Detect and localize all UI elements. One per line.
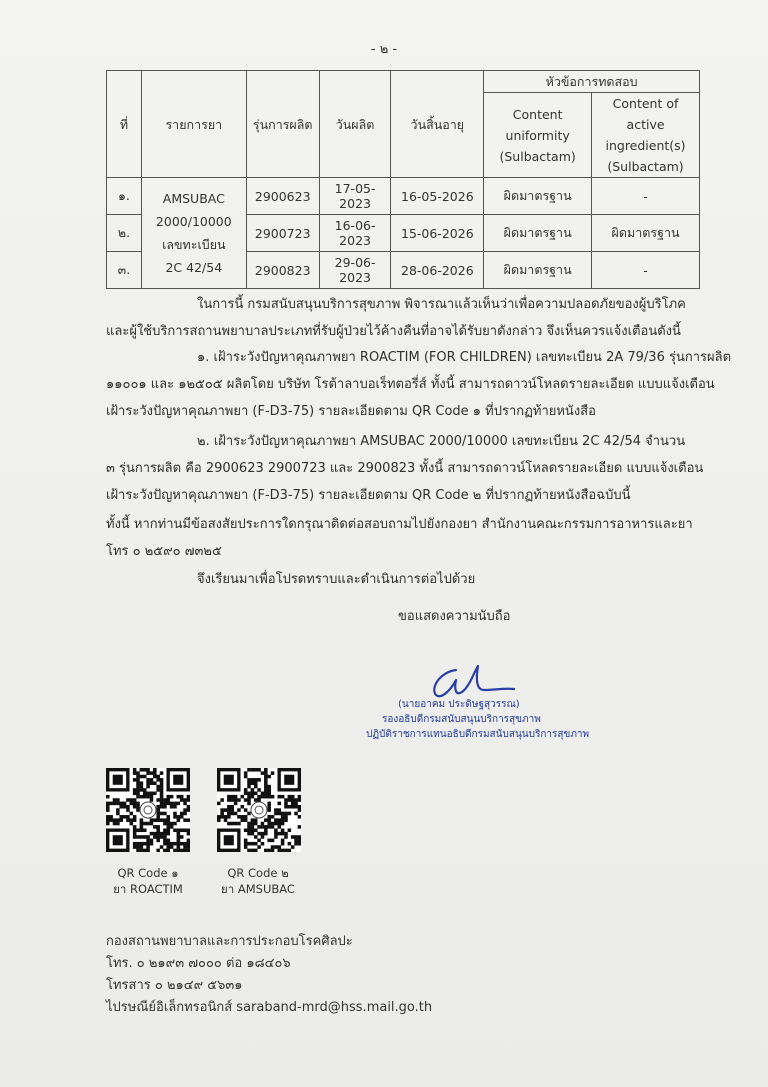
row-no: ๓.	[107, 252, 142, 289]
row-exp: 15-06-2026	[391, 215, 484, 252]
header-test-uniformity	[484, 93, 592, 178]
warning-item-1: ๑. เฝ้าระวังปัญหาคุณภาพยา ROACTIM (FOR CHILDREN) เลขทะเบียน 2A 79/36 รุ่นการผลิต	[197, 350, 732, 365]
closing-request: จึงเรียนมาเพื่อโปรดทราบและดำเนินการต่อไปด้วย	[197, 572, 476, 587]
row-test1: ผิดมาตรฐาน	[484, 178, 592, 215]
header-test-active-ingredient	[592, 93, 700, 178]
footer-phone: โทร. ๐ ๒๑๙๓ ๗๐๐๐ ต่อ ๑๘๔๐๖	[106, 956, 291, 971]
header-test-topics: หัวข้อการทดสอบ	[484, 71, 700, 93]
header-no: ที่	[107, 71, 142, 178]
header-exp-date: วันสิ้นอายุ	[391, 71, 484, 178]
drug-name-line: เลขทะเบียน	[162, 237, 226, 252]
closing-salutation: ขอแสดงความนับถือ	[398, 609, 511, 624]
row-no: ๑.	[107, 178, 142, 215]
row-test2: -	[592, 252, 700, 289]
footer-fax: โทรสาร ๐ ๒๑๔๙ ๕๖๓๑	[106, 978, 243, 993]
row-test2: -	[592, 178, 700, 215]
body-paragraph-line: และผู้ใช้บริการสถานพยาบาลประเภทที่รับผู้ป่วยไว้ค้างคืนที่อาจได้รับยาดังกล่าว จึงเห็นควรแจ้งเตือนดังนี้	[106, 324, 681, 339]
table-row	[107, 178, 700, 215]
header-text: Content	[512, 106, 563, 122]
qr-code-2[interactable]	[217, 768, 301, 852]
handwritten-signature	[426, 662, 516, 702]
qr-label: QR Code ๑	[117, 866, 179, 880]
qr-code-1[interactable]	[106, 768, 190, 852]
row-mfg: 29-06-2023	[319, 252, 391, 289]
header-text: ingredient(s)	[605, 138, 686, 153]
drug-name-line: AMSUBAC	[162, 191, 225, 206]
header-text: (Sulbactam)	[499, 148, 576, 164]
row-exp: 28-06-2026	[391, 252, 484, 289]
qr-label: QR Code ๒	[227, 866, 289, 880]
header-item: รายการยา	[141, 71, 246, 178]
qr-drug: ยา ROACTIM	[113, 882, 183, 896]
signatory-title: รองอธิบดีกรมสนับสนุนบริการสุขภาพ	[382, 714, 541, 725]
qr-caption-1	[102, 865, 194, 897]
row-test1: ผิดมาตรฐาน	[484, 252, 592, 289]
signatory-name: (นายอาคม ประดิษฐสุวรรณ)	[398, 699, 520, 710]
footer-email: ไปรษณีย์อิเล็กทรอนิกส์ saraband-mrd@hss.mail.go.th	[106, 1000, 433, 1015]
qr-caption-2	[212, 865, 304, 897]
row-no: ๒.	[107, 215, 142, 252]
row-mfg: 16-06-2023	[319, 215, 391, 252]
drug-name-line: 2000/10000	[155, 214, 232, 229]
footer-department: กองสถานพยาบาลและการประกอบโรคศิลปะ	[106, 934, 353, 949]
drug-name-line: 2C 42/54	[165, 260, 223, 275]
header-text: uniformity	[505, 127, 570, 143]
body-paragraph-line: เฝ้าระวังปัญหาคุณภาพยา (F-D3-75) รายละเอียดตาม QR Code ๒ ที่ปรากฏท้ายหนังสือฉบับนี้	[106, 488, 631, 503]
body-paragraph-line: ๑๑๐๐๑ และ ๑๒๕๐๕ ผลิตโดย บริษัท โรต้าลาบอเร็ทตอรี่ส์ ทั้งนี้ สามารถดาวน์โหลดรายละเอียด แบบแจ้งเตือน	[106, 377, 715, 392]
body-paragraph-line: ทั้งนี้ หากท่านมีข้อสงสัยประการใดกรุณาติดต่อสอบถามไปยังกองยา สำนักงานคณะกรรมการอาหารและยา	[106, 517, 693, 532]
row-lot: 2900823	[246, 252, 319, 289]
warning-item-2: ๒. เฝ้าระวังปัญหาคุณภาพยา AMSUBAC 2000/10000 เลขทะเบียน 2C 42/54 จำนวน	[197, 434, 686, 449]
header-text: Content of active	[612, 96, 679, 132]
qr-code-image	[217, 768, 301, 852]
row-exp: 16-05-2026	[391, 178, 484, 215]
header-text: (Sulbactam)	[607, 159, 684, 174]
header-lot: รุ่นการผลิต	[246, 71, 319, 178]
row-mfg: 17-05-2023	[319, 178, 391, 215]
drug-name-cell	[141, 178, 246, 289]
qr-drug: ยา AMSUBAC	[221, 882, 295, 896]
body-paragraph-line: ๓ รุ่นการผลิต คือ 2900623 2900723 และ 2900823 ทั้งนี้ สามารถดาวน์โหลดรายละเอียด แบบแจ้งเตือน	[106, 461, 704, 476]
row-lot: 2900723	[246, 215, 319, 252]
body-paragraph-line: เฝ้าระวังปัญหาคุณภาพยา (F-D3-75) รายละเอียดตาม QR Code ๑ ที่ปรากฏท้ายหนังสือ	[106, 404, 596, 419]
qr-code-image	[106, 768, 190, 852]
row-test1: ผิดมาตรฐาน	[484, 215, 592, 252]
page-number: - ๒ -	[370, 42, 398, 57]
row-lot: 2900623	[246, 178, 319, 215]
body-paragraph-line: ในการนี้ กรมสนับสนุนบริการสุขภาพ พิจารณาแล้วเห็นว่าเพื่อความปลอดภัยของผู้บริโภค	[197, 297, 686, 312]
signatory-acting-title: ปฏิบัติราชการแทนอธิบดีกรมสนับสนุนบริการสุขภาพ	[366, 729, 590, 740]
contact-phone-line: โทร ๐ ๒๕๙๐ ๗๓๒๕	[106, 544, 222, 559]
header-mfg-date: วันผลิต	[319, 71, 391, 178]
row-test2: ผิดมาตรฐาน	[592, 215, 700, 252]
drug-test-table	[106, 70, 700, 289]
